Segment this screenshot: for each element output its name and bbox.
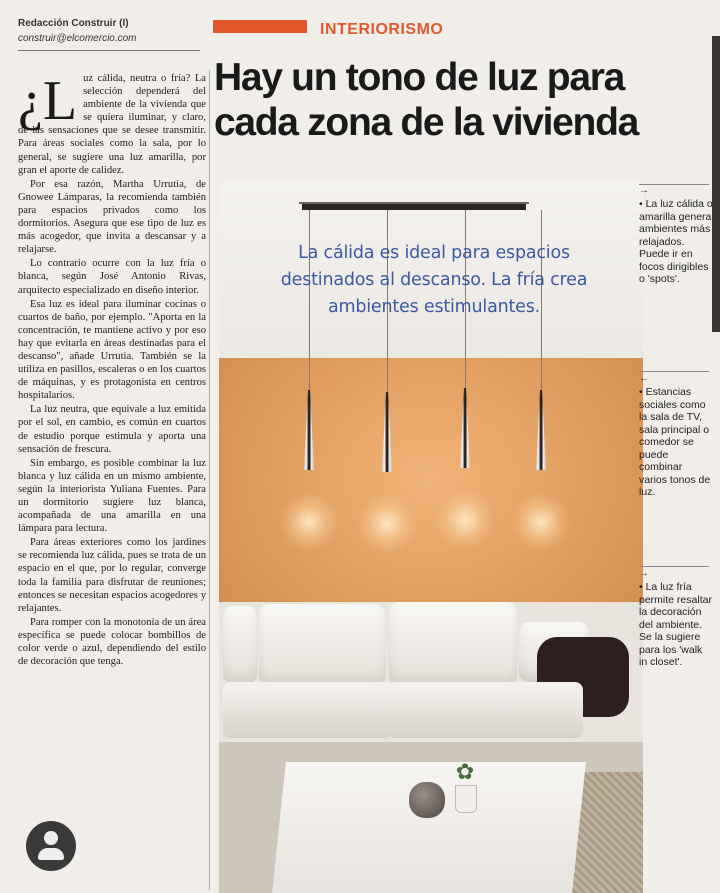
caption-rule — [639, 566, 709, 567]
lamp-glow — [357, 494, 417, 554]
arrow-right-icon: → — [639, 185, 649, 196]
lamp-glow — [435, 490, 495, 550]
side-caption — [639, 374, 713, 499]
article-paragraph — [18, 72, 206, 177]
user-avatar-icon[interactable] — [26, 821, 76, 871]
photo-caption: La cálida es ideal para espacios destinados al descanso. La fría crea ambientes estimulantes. — [280, 243, 588, 317]
column-divider — [209, 70, 210, 890]
side-caption-text: • La luz cálida o amarilla genera ambientes más relajados. Puede ir en focos dirigibles o 'spots'. — [639, 198, 713, 285]
paragraph-text: uz cálida, neutra o fría? La selección dependerá del ambiente de la vivienda que se quiera iluminar, y claro, de las sensaciones que se desee transmitir. Para áreas sociales como la sala, por lo general, se sugiere una luz amarilla, por gran el aporte de calidez. — [18, 73, 206, 176]
pendant-lamp — [304, 390, 314, 470]
section-color-bar — [213, 20, 307, 33]
caption-rule — [639, 371, 709, 372]
lamp-glow — [511, 492, 571, 552]
author-mark: (I) — [119, 18, 129, 29]
sofa-seat — [387, 682, 583, 738]
caption-rule — [639, 184, 709, 185]
arrow-right-icon: → — [639, 568, 649, 579]
plant-icon: ✿ — [455, 759, 475, 784]
article-paragraph: Sin embargo, es posible combinar la luz blanca y luz cálida en un mismo ambiente, según la interiorista Yuliana Fuentes. Para un dormitorio sugiere luz blanca, acompañada de una amarilla en una lámpara para lectura. — [18, 457, 206, 535]
sofa-cushion — [259, 604, 385, 686]
article-paragraph: Lo contrario ocurre con la luz fría o blanca, según José Antonio Rivas, arquitecto especializado en diseño interior. — [18, 258, 206, 296]
article-paragraph: Para romper con la monotonía de un área específica se puede colocar bombillos de color verde o azul, dependiendo del estilo de decoración que tenga. — [18, 616, 206, 668]
sofa-seat — [223, 682, 393, 738]
avatar-shoulders — [38, 848, 64, 860]
pendant-lamp — [536, 390, 546, 470]
dropcap: ¿L — [18, 72, 78, 132]
side-caption-text: • Estancias sociales como la sala de TV, sala principal o comedor se puede combinar varios tonos de luz. — [639, 386, 711, 498]
adjacent-page-edge — [712, 36, 720, 332]
author-email: construir@elcomercio.com — [18, 33, 137, 44]
article-paragraph: Por esa razón, Martha Urrutia, de Gnowee Lámparas, la recomienda también para espacios privados como los dormitorios. Asegura que ese tipo de luz es más acogedor, que invita a descansar y a relajarse. — [18, 178, 206, 256]
lamp-glow — [279, 492, 339, 552]
author-name: Redacción Construir — [18, 18, 117, 29]
article-paragraph: Esa luz es ideal para iluminar cocinas o cuartos de baño, por ejemplo. "Aporta en la concentración, te mantiene activo y por eso hay que evitarla en áreas destinadas para el descanso", añade Urrutia. También se la utiliza en pasillos, escaleras o en los cuartos de máquinas, y es protagonista en centros hospitalarios. — [18, 298, 206, 402]
side-caption — [639, 569, 713, 669]
section-label: INTERIORISMO — [320, 21, 444, 38]
article-body — [18, 72, 206, 888]
avatar-head — [44, 831, 58, 845]
side-caption — [639, 186, 713, 286]
arrow-left-icon: ← — [639, 373, 649, 384]
plant-pot — [455, 785, 477, 813]
pendant-lamp — [382, 392, 392, 472]
article-paragraph: La luz neutra, que equivale a luz emitida por el sol, en cambio, es común en cuartos de estudio porque estimula y aporta una sensación de frescura. — [18, 404, 206, 455]
headline: Hay un tono de luz para cada zona de la vivienda — [214, 56, 638, 144]
decorative-vase — [409, 782, 445, 818]
pendant-lamp — [460, 388, 470, 468]
sofa-cushion — [389, 602, 517, 686]
header-rule — [18, 50, 200, 51]
article-paragraph: Para áreas exteriores como los jardines se recomienda luz cálida, pues se trata de un espacio en el que, por lo regular, converge toda la familia para disfrutar de reuniones; entonces se necesitan espacios acogedores y relajantes. — [18, 537, 206, 614]
light-track-rail — [302, 204, 526, 210]
author-line — [18, 18, 129, 29]
article-photo — [219, 182, 643, 893]
side-caption-text: • La luz fría permite resaltar la decoración del ambiente. Se la sugiere para los 'walk in closet'. — [639, 581, 712, 668]
sofa-cushion — [223, 606, 257, 684]
